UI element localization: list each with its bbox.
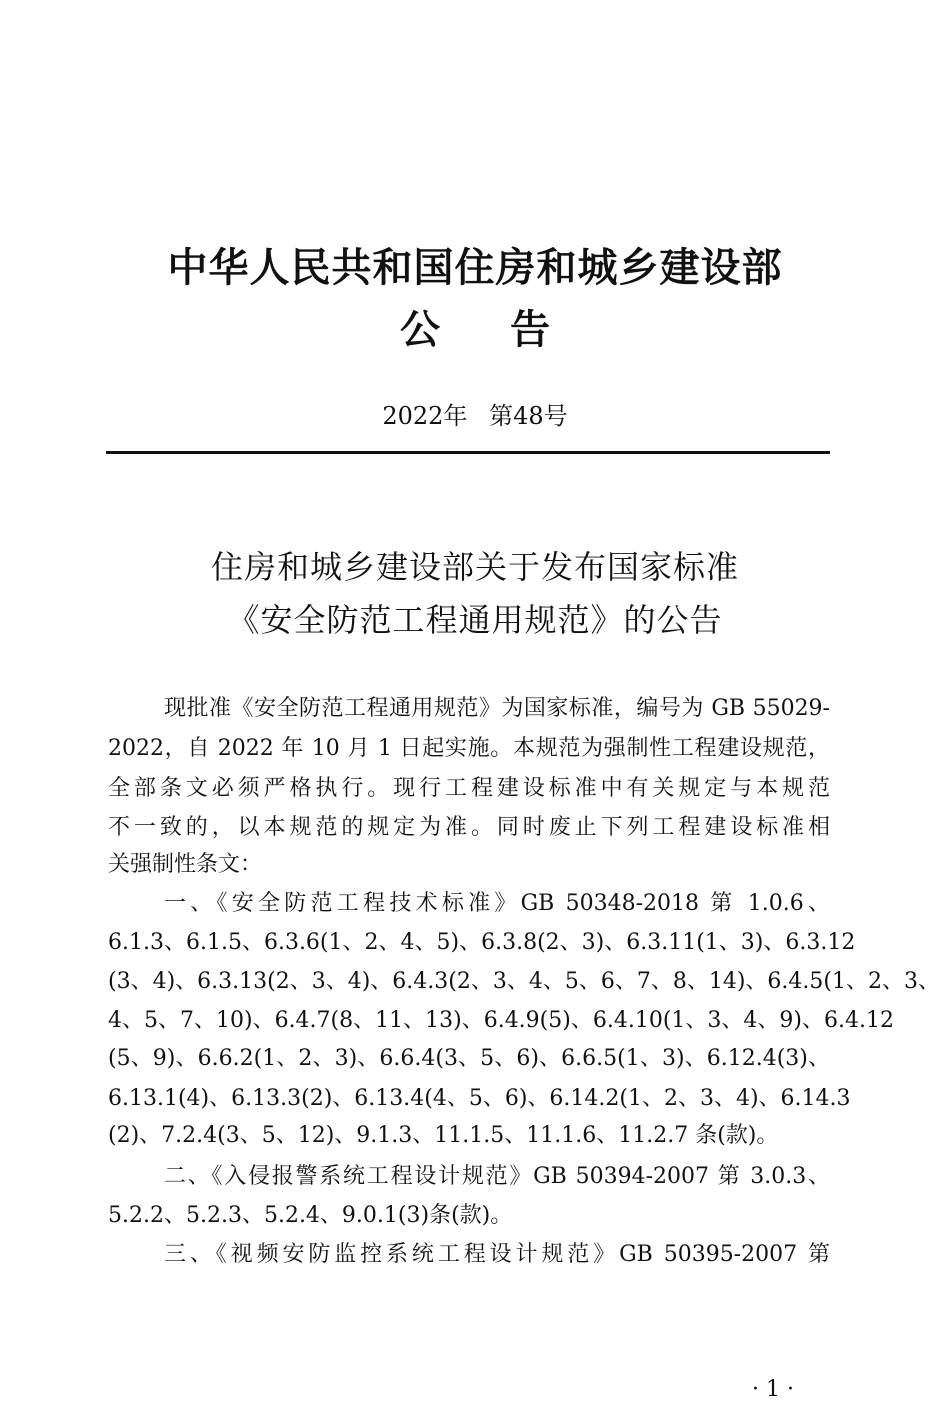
body-line: (2)、7.2.4(3、5、12)、9.1.3、11.1.5、11.1.6、11.2.7 条(款)。 xyxy=(108,1123,779,1148)
document-number: 2022年 第48号 xyxy=(382,402,568,430)
header-rule xyxy=(106,451,830,454)
body-line: 三、《视频安防监控系统工程设计规范》GB 50395-2007 第 xyxy=(164,1242,830,1267)
body-line: 5.2.2、5.2.3、5.2.4、9.0.1(3)条(款)。 xyxy=(108,1203,513,1228)
body-line: 不一致的，以本规范的规定为准。同时废止下列工程建设标准相 xyxy=(108,815,830,840)
body-line: 二、《入侵报警系统工程设计规范》GB 50394-2007 第 3.0.3、 xyxy=(164,1164,830,1189)
notice-heading: 公告 xyxy=(400,307,620,353)
page-number: · 1 · xyxy=(752,1377,794,1402)
body-line: 4、5、7、10)、6.4.7(8、11、13)、6.4.9(5)、6.4.10(1、3、4、9)、6.4.12 xyxy=(108,1008,894,1033)
body-line: 6.1.3、6.1.5、6.3.6(1、2、4、5)、6.3.8(2、3)、6.3.11(1、3)、6.3.12 xyxy=(108,930,856,955)
body-line: 全部条文必须严格执行。现行工程建设标准中有关规定与本规范 xyxy=(108,776,830,801)
body-line: 关强制性条文： xyxy=(108,852,263,877)
body-line: (5、9)、6.6.2(1、2、3)、6.6.4(3、5、6)、6.6.5(1、3)、6.12.4(3)、 xyxy=(108,1046,830,1071)
body-line: 一、《安全防范工程技术标准》GB 50348-2018 第 1.0.6、 xyxy=(164,891,830,916)
body-line: 6.13.1(4)、6.13.3(2)、6.13.4(4、5、6)、6.14.2(1、2、3、4)、6.14.3 xyxy=(108,1086,851,1111)
body-line: 2022，自 2022 年 10 月 1 日起实施。本规范为强制性工程建设规范， xyxy=(108,736,830,761)
body-line: 现批准《安全防范工程通用规范》为国家标准，编号为 GB 55029- xyxy=(164,696,830,721)
announcement-title-line-1: 住房和城乡建设部关于发布国家标准 xyxy=(210,548,739,586)
announcement-title-line-2: 《安全防范工程通用规范》的公告 xyxy=(227,601,723,639)
ministry-name: 中华人民共和国住房和城乡建设部 xyxy=(167,245,783,291)
body-line: (3、4)、6.3.13(2、3、4)、6.4.3(2、3、4、5、6、7、8、14)、6.4.5(1、2、3、 xyxy=(108,969,940,994)
